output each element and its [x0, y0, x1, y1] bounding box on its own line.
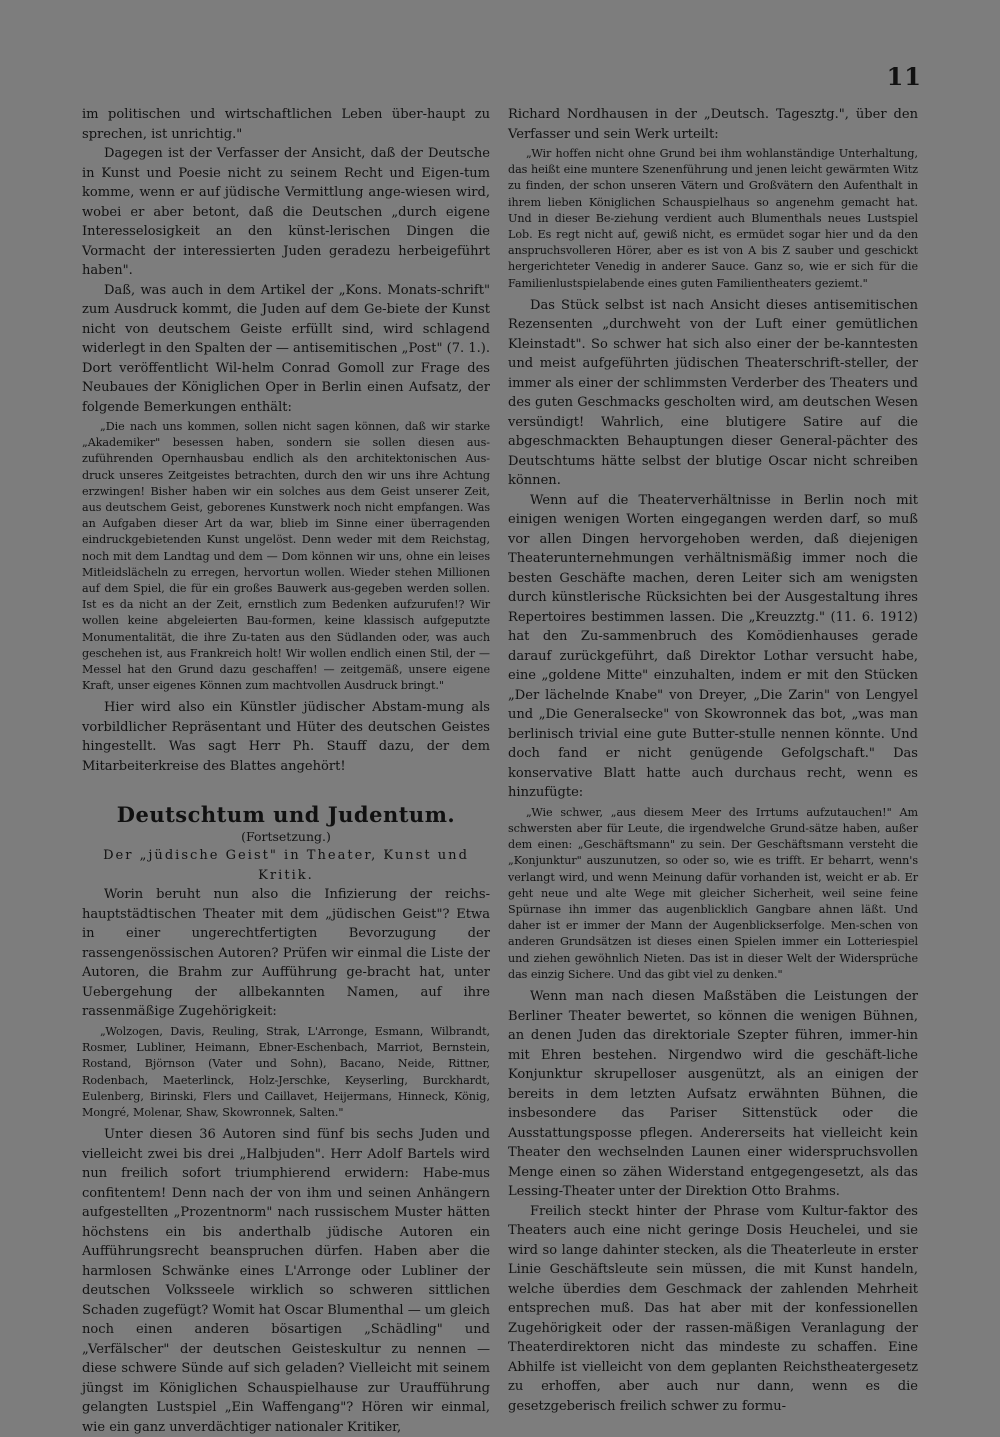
paragraph: Daß, was auch in dem Artikel der „Kons. Monats-schrift" zum Ausdruck kommt, die Juden auf dem Ge-biete der Kunst nicht von deutschem Geiste erfüllt sind, wird schlagend widerlegt in den Spalten der — antisemitischen „Post" (7. 1.). Dort veröffentlicht Wil-helm Conrad Gomoll zur Frage des Neubaues der Königlichen Oper in Berlin einen Aufsatz, der folgende Bemerkungen enthält:: [82, 282, 491, 415]
paragraph: Wenn auf die Theaterverhältnisse in Berlin noch mit einigen wenigen Worten eingegangen werden darf, so muß vor allen Dingen hervorgehoben werden, daß diejenigen Theaterunternehmungen verhältnismäßig immer noch die besten Geschäfte machen, deren Leiter sich am wenigsten durch künstlerische Rücksichten bei der Ausgestaltung ihres Repertoires bestimmen lassen. Die „Kreuzztg." (11. 6. 1912) hat den Zu-sammenbruch des Komödienhauses gerade darauf zurückgeführt, daß Direktor Lothar versucht habe, eine „goldene Mitte" einzuhalten, indem er mit den Stücken „Der lächelnde Knabe" von Dreyer, „Die Zarin" von Lengyel und „Die Generalsecke" von Skowronnek das bot, „was man berlinisch trivial eine gute Butter-stulle nennen könnte. Und doch fand er nicht genügende Gefolgschaft." Das konservative Blatt hatte auch durchaus recht, wenn es hinzufügte:: [508, 492, 918, 801]
block-quote: „Die nach uns kommen, sollen nicht sagen können, daß wir starke „Akademiker" besessen haben, sondern sie sollen diesen aus-zuführenden Opernhausbau endlich als den architektonischen Aus-druck unseres Zeitgeistes betrachten, durch den wir uns ihre Achtung erzwingen! Bisher haben wir ein solches aus dem Geist unserer Zeit, aus deutschem Geist, geborenes Kunstwerk noch nicht empfangen. Was an Aufgaben dieser Art da war, blieb im Sinne einer überragenden eindruckgebietenden Kunst ungelöst. Denn weder mit dem Reichstag, noch mit dem Landtag und dem — Dom können wir uns, ohne ein leises Mitleidslächeln zu erregen, hervortun wollen. Wieder stehen Millionen auf dem Spiel, die für ein großes Bauwerk aus-gegeben werden sollen. Ist es da nicht an der Zeit, ernstlich zum Bedenken aufzurufen!? Wir wollen keine abgeleierten Bau-formen, keine klassisch aufgeputzte Monumentalität, die ihre Zu-taten aus den Südlanden oder, was auch geschehen ist, aus Frankreich holt! Wir wollen endlich einen Stil, der — Messel hat den Grund dazu geschaffen! — zeitgemäß, unsere eigene Kraft, unser eigenes Können zum machtvollen Ausdruck bringt.": [82, 420, 490, 693]
section-title: Der „jüdische Geist" in Theater, Kunst und Kritik.: [103, 848, 469, 883]
paragraph: im politischen und wirtschaftlichen Leben über-haupt zu sprechen, ist unrichtig.": [82, 107, 490, 142]
page-number: 11: [886, 62, 922, 91]
paragraph: Hier wird also ein Künstler jüdischer Abstam-mung als vorbildlicher Repräsentant und Hüter des deutschen Geistes hingestellt. Was sagt Herr Ph. Stauff dazu, der dem Mitarbeiterkreise des Blattes angehört!: [82, 700, 490, 774]
block-quote: „Wie schwer, „aus diesem Meer des Irrtums aufzutauchen!" Am schwersten aber für Leute, die irgendwelche Grund-sätze haben, außer dem einen: „Geschäftsmann" zu sein. Der Geschäftsmann versteht die „Konjunktur" auszunutzen, so oder so, wie es trifft. Er beharrt, wenn's verlangt wird, und wenn Meinung dafür vorhanden ist, weicht er ab. Er geht neue und alte Wege mit gleicher Sicherheit, weil seine feine Spürnase ihn immer das augenblicklich Gangbare ahnen läßt. Und daher ist er immer der Mann der Augenblickserfolge. Men-schen von anderen Grundsätzen ist dieses einen Spielen immer ein Lotteriespiel und ziehen gewöhnlich Nieten. Das ist in dieser Welt der Widersprüche das einzig Sichere. Und das gibt viel zu denken.": [508, 805, 918, 981]
paragraph: Dagegen ist der Verfasser der Ansicht, daß der Deutsche in Kunst und Poesie nicht zu seinem Recht und Eigen-tum komme, wenn er auf jüdische Vermittlung ange-wiesen wird, wobei er aber betont, daß die Deutschen „durch eigene Interesselosigkeit an den künst-lerischen Dingen die Vormacht der interessierten Juden geradezu herbeigeführt haben".: [82, 146, 490, 278]
paragraph: Worin beruht nun also die Infizierung der reichs-hauptstädtischen Theater mit dem „jüdischen Geist"? Etwa in einer ungerechtfertigten Bevorzugung der rassengenössischen Autoren? Prüfen wir einmal die Liste der Autoren, die Brahm zur Aufführung ge-bracht hat, unter Uebergehung der allbekannten Namen, auf ihre rassenmäßige Zugehörigkeit:: [82, 887, 490, 1020]
paragraph: Freilich steckt hinter der Phrase vom Kultur-faktor des Theaters auch eine nicht geringe Dosis Heuchelei, und sie wird so lange dahinter stecken, als die Theaterleute in erster Linie Geschäftsleute sein müssen, die mit Kunst handeln, welche überdies dem Geschmack der zahlenden Mehrheit entsprechen muß. Das hat aber mit der konfessionellen Zugehörigkeit oder der rassen-mäßigen Veranlagung der Theaterdirektoren nicht das mindeste zu schaffen. Eine Abhilfe ist vielleicht von dem geplanten Reichstheatergesetz zu erhoffen, aber auch nur dann, wenn es die gesetzgeberisch freilich schwer zu formu-: [508, 1203, 918, 1414]
block-quote: „Wir hoffen nicht ohne Grund bei ihm wohlanständige Unterhaltung, das heißt eine muntere Szenenführung und jenen leicht gewärmten Witz zu finden, der schon unseren Vätern und Großvätern den Aufenthalt in ihrem lieben Königlichen Schauspielhaus so angenehm gemacht hat. Und in dieser Be-ziehung verdient auch Blumenthals neues Lustspiel Lob. Es regt nicht auf, gewiß nicht, es ermüdet sogar hier und da den anspruchsvolleren Hörer, aber es ist von A bis Z sauber und geschickt hergerichteter Venedig in anderer Sauce. Ganz so, wie er sich für die Familienlustspielabende eines guten Familientheaters geziemt.": [508, 147, 918, 290]
block-quote: „Wolzogen, Davis, Reuling, Strak, L'Arronge, Esmann, Wilbrandt, Rosmer, Lubliner, Heimann, Ebner-Eschenbach, Marriot, Bernstein, Rostand, Björnson (Vater und Sohn), Bacano, Neide, Rittner, Rodenbach, Maeterlinck, Holz-Jerschke, Keyserling, Burckhardt, Eulenberg, Birinski, Flers und Caillavet, Heijermans, Hinneck, König, Mongré, Molenar, Shaw, Skowronnek, Salten.": [82, 1024, 490, 1119]
paragraph: Das Stück selbst ist nach Ansicht dieses antisemitischen Rezensenten „durchweht von der Luft einer gemütlichen Kleinstadt". So schwer hat sich also einer der be-kanntesten und meist aufgeführten jüdischen Theaterschrift-steller, der immer als einer der schlimmsten Verderber des Theaters und des guten Geschmacks gescholten wird, am deutschen Wesen versündigt! Wahrlich, eine blutigere Satire auf die abgeschmackten Behauptungen dieser General-pächter des Deutschtums hätte selbst der blutige Oscar nicht schreiben können.: [508, 297, 918, 489]
article-heading: Deutschtum und Judentum.: [116, 802, 456, 828]
right-column: [508, 105, 918, 1416]
paragraph: Richard Nordhausen in der „Deutsch. Tagesztg.", über den Verfasser und sein Werk urteilt:: [508, 107, 918, 142]
paragraph: Wenn man nach diesen Maßstäben die Leistungen der Berliner Theater bewertet, so können die wenigen Bühnen, an denen Juden das direktoriale Szepter führen, immer-hin mit Ehren bestehen. Nirgendwo wird die geschäft-liche Konjunktur skrupelloser ausgenützt, als an einigen der bereits in dem letzten Aufsatz erwähnten Bühnen, die insbesondere das Pariser Sittenstück oder die Ausstattungsposse pflegen. Andererseits hat vielleicht kein Theater den wechselnden Launen einer widerspruchsvollen Menge einen so zähen Widerstand entgegengesetzt, als das Lessing-Theater unter der Direktion Otto Brahms.: [508, 989, 918, 1200]
article-subheading: (Fortsetzung.): [241, 829, 331, 845]
paragraph: Unter diesen 36 Autoren sind fünf bis sechs Juden und vielleicht zwei bis drei „Halbjuden". Herr Adolf Bartels wird nun freilich sofort triumphierend erwidern: Habe-mus confitentem! Denn nach der von ihm und seinen Anhängern aufgestellten „Prozentnorm" nach russischem Muster hätten höchstens ein bis anderthalb jüdische Autoren ein Aufführungsrecht beanspruchen dürfen. Haben aber die harmlosen Schwänke eines L'Arronge oder Lubliner der deutschen Volksseele wirklich so schweren sittlichen Schaden zugefügt? Womit hat Oscar Blumenthal — um gleich noch einen anderen bösartigen „Schädling" und „Verfälscher" der deutschen Geisteskultur zu nennen — diese schwere Sünde auf sich geladen? Vielleicht mit seinem jüngst im Königlichen Schauspielhause zur Uraufführung gelangten Lustspiel „Ein Waffengang"? Hören wir einmal, wie ein ganz unverdächtiger nationaler Kritiker,: [82, 1127, 490, 1435]
left-column: [82, 105, 490, 1437]
